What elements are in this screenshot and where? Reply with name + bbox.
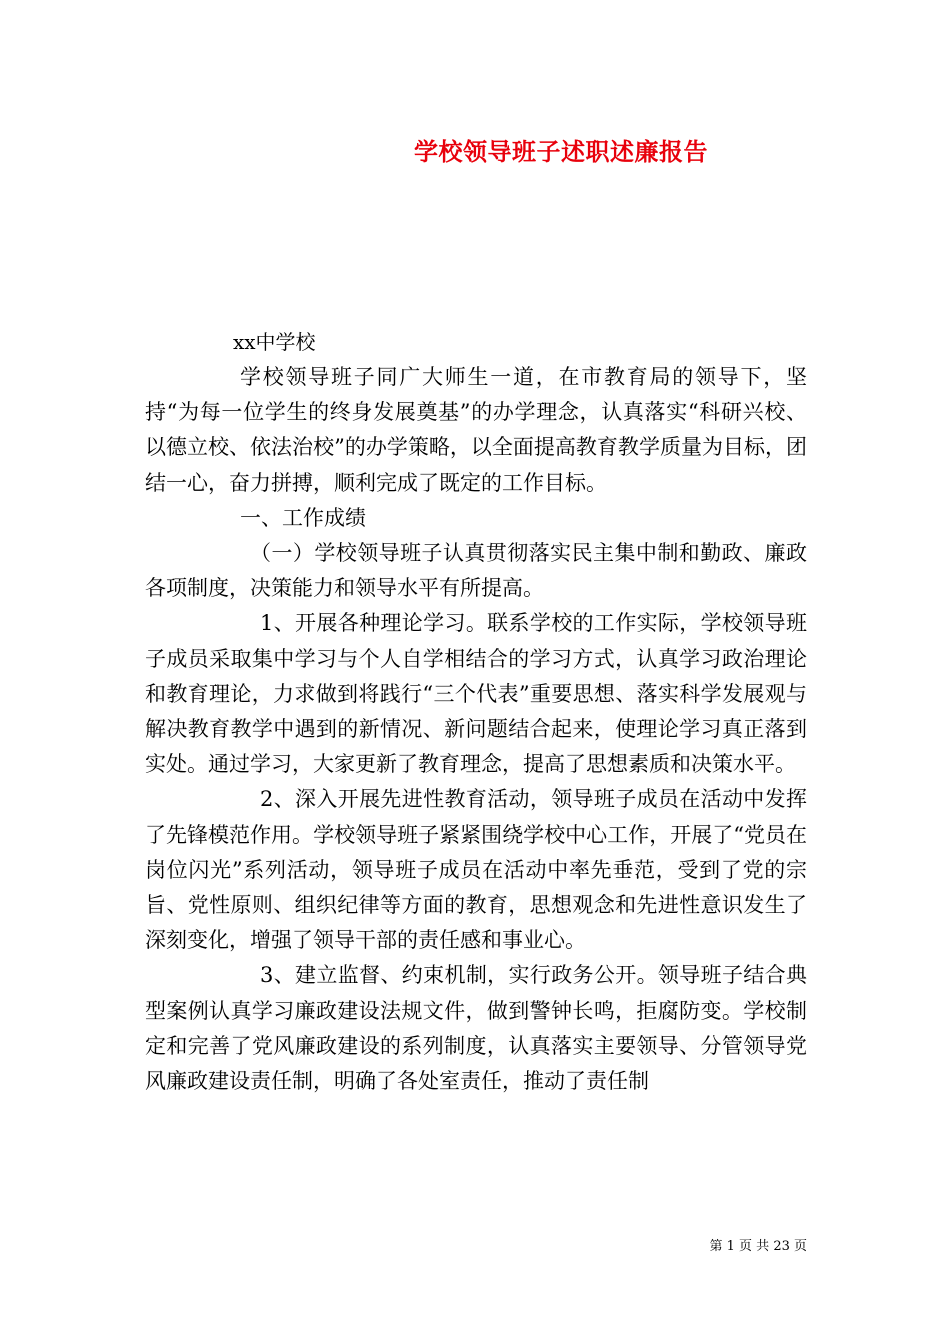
section-heading: 一、工作成绩	[240, 505, 366, 530]
school-name: xx中学校	[233, 330, 316, 354]
document-title: 学校领导班子述职述廉报告	[414, 137, 708, 166]
paragraph-item-3: 3、建立监督、约束机制，实行政务公开。领导班子结合典型案例认真学习廉政建设法规文件，做到警钟长鸣，拒腐防变。学校制定和完善了党风廉政建设的系列制度，认真落实主要领导、分管领导党风廉政建设责任制，明确了各处室责任，推动了责任制	[145, 963, 807, 1094]
paragraph-intro: 学校领导班子同广大师生一道，在市教育局的领导下，坚持“为每一位学生的终身发展奠基”的办学理念，认真落实“科研兴校、以德立校、依法治校”的办学策略，以全面提高教育教学质量为目标，团结一心，奋力拼搏，顺利完成了既定的工作目标。	[145, 365, 807, 495]
subsection-heading: （一）学校领导班子认真贯彻落实民主集中制和勤政、廉政各项制度，决策能力和领导水平有所提高。	[145, 541, 807, 601]
paragraph-item-2: 2、深入开展先进性教育活动，领导班子成员在活动中发挥了先锋模范作用。学校领导班子紧紧围绕学校中心工作，开展了“党员在岗位闪光”系列活动，领导班子成员在活动中率先垂范，受到了党的宗旨、党性原则、组织纪律等方面的教育，思想观念和先进性意识发生了深刻变化，增强了领导干部的责任感和事业心。	[145, 787, 807, 953]
document-body	[145, 360, 807, 1099]
page-number: 第 1 页 共 23 页	[709, 1239, 807, 1254]
paragraph-item-1: 1、开展各种理论学习。联系学校的工作实际，学校领导班子成员采取集中学习与个人自学相结合的学习方式，认真学习政治理论和教育理论，力求做到将践行“三个代表”重要思想、落实科学发展观与解决教育教学中遇到的新情况、新问题结合起来，使理论学习真正落到实处。通过学习，大家更新了教育理念，提高了思想素质和决策水平。	[145, 611, 807, 777]
